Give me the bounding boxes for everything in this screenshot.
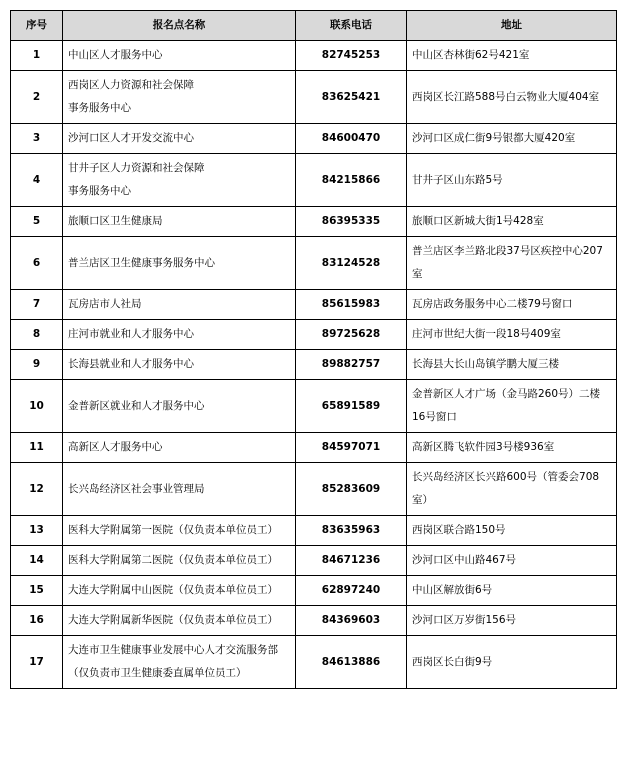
registration-table-wrapper <box>10 10 617 689</box>
row-number: 15 <box>11 576 63 606</box>
registration-point-name: 金普新区就业和人才服务中心 <box>63 380 296 433</box>
address: 金普新区人才广场（金马路260号）二楼16号窗口 <box>407 380 617 433</box>
header-phone: 联系电话 <box>296 11 407 41</box>
header-name: 报名点名称 <box>63 11 296 41</box>
row-number: 17 <box>11 636 63 689</box>
contact-phone: 86395335 <box>296 207 407 237</box>
contact-phone: 85615983 <box>296 290 407 320</box>
contact-phone: 85283609 <box>296 463 407 516</box>
registration-point-name: 医科大学附属第二医院（仅负责本单位员工） <box>63 546 296 576</box>
address: 瓦房店政务服务中心二楼79号窗口 <box>407 290 617 320</box>
registration-point-name: 长兴岛经济区社会事业管理局 <box>63 463 296 516</box>
contact-phone: 84671236 <box>296 546 407 576</box>
address: 西岗区联合路150号 <box>407 516 617 546</box>
address: 沙河口区中山路467号 <box>407 546 617 576</box>
address: 西岗区长江路588号白云物业大厦404室 <box>407 71 617 124</box>
row-number: 14 <box>11 546 63 576</box>
table-row <box>11 41 617 71</box>
contact-phone: 84369603 <box>296 606 407 636</box>
registration-point-name: 旅顺口区卫生健康局 <box>63 207 296 237</box>
table-row <box>11 154 617 207</box>
registration-point-name: 大连市卫生健康事业发展中心人才交流服务部（仅负责市卫生健康委直属单位员工） <box>63 636 296 689</box>
contact-phone: 65891589 <box>296 380 407 433</box>
registration-point-name: 沙河口区人才开发交流中心 <box>63 124 296 154</box>
registration-points-table <box>10 10 617 689</box>
contact-phone: 84613886 <box>296 636 407 689</box>
registration-point-name: 大连大学附属中山医院（仅负责本单位员工） <box>63 576 296 606</box>
contact-phone: 83625421 <box>296 71 407 124</box>
address: 中山区杏林街62号421室 <box>407 41 617 71</box>
contact-phone: 89882757 <box>296 350 407 380</box>
row-number: 1 <box>11 41 63 71</box>
table-row <box>11 636 617 689</box>
row-number: 9 <box>11 350 63 380</box>
contact-phone: 83635963 <box>296 516 407 546</box>
table-row <box>11 290 617 320</box>
registration-point-name: 普兰店区卫生健康事务服务中心 <box>63 237 296 290</box>
address: 长兴岛经济区长兴路600号（管委会708室） <box>407 463 617 516</box>
table-row <box>11 606 617 636</box>
table-row <box>11 380 617 433</box>
table-row <box>11 237 617 290</box>
row-number: 13 <box>11 516 63 546</box>
table-row <box>11 350 617 380</box>
row-number: 5 <box>11 207 63 237</box>
header-address: 地址 <box>407 11 617 41</box>
address: 旅顺口区新城大街1号428室 <box>407 207 617 237</box>
registration-point-name: 长海县就业和人才服务中心 <box>63 350 296 380</box>
row-number: 11 <box>11 433 63 463</box>
registration-point-name: 庄河市就业和人才服务中心 <box>63 320 296 350</box>
contact-phone: 83124528 <box>296 237 407 290</box>
address: 长海县大长山岛镇学鹏大厦三楼 <box>407 350 617 380</box>
registration-point-name: 中山区人才服务中心 <box>63 41 296 71</box>
contact-phone: 84600470 <box>296 124 407 154</box>
registration-point-name: 大连大学附属新华医院（仅负责本单位员工） <box>63 606 296 636</box>
contact-phone: 62897240 <box>296 576 407 606</box>
registration-point-name: 瓦房店市人社局 <box>63 290 296 320</box>
address: 庄河市世纪大街一段18号409室 <box>407 320 617 350</box>
row-number: 8 <box>11 320 63 350</box>
contact-phone: 82745253 <box>296 41 407 71</box>
row-number: 16 <box>11 606 63 636</box>
contact-phone: 89725628 <box>296 320 407 350</box>
address: 西岗区长白街9号 <box>407 636 617 689</box>
address: 高新区腾飞软件园3号楼936室 <box>407 433 617 463</box>
table-row <box>11 320 617 350</box>
address: 普兰店区李兰路北段37号区疾控中心207室 <box>407 237 617 290</box>
address: 沙河口区万岁街156号 <box>407 606 617 636</box>
row-number: 3 <box>11 124 63 154</box>
table-row <box>11 516 617 546</box>
registration-point-name: 高新区人才服务中心 <box>63 433 296 463</box>
row-number: 7 <box>11 290 63 320</box>
row-number: 2 <box>11 71 63 124</box>
table-row <box>11 433 617 463</box>
row-number: 10 <box>11 380 63 433</box>
table-row <box>11 124 617 154</box>
registration-point-name: 西岗区人力资源和社会保障 事务服务中心 <box>63 71 296 124</box>
table-row <box>11 576 617 606</box>
address: 沙河口区成仁街9号银都大厦420室 <box>407 124 617 154</box>
row-number: 6 <box>11 237 63 290</box>
registration-point-name: 医科大学附属第一医院（仅负责本单位员工） <box>63 516 296 546</box>
address: 甘井子区山东路5号 <box>407 154 617 207</box>
table-header-row <box>11 11 617 41</box>
table-row <box>11 207 617 237</box>
address: 中山区解放街6号 <box>407 576 617 606</box>
contact-phone: 84597071 <box>296 433 407 463</box>
contact-phone: 84215866 <box>296 154 407 207</box>
row-number: 12 <box>11 463 63 516</box>
table-row <box>11 71 617 124</box>
table-body <box>11 41 617 689</box>
table-row <box>11 546 617 576</box>
header-number: 序号 <box>11 11 63 41</box>
row-number: 4 <box>11 154 63 207</box>
registration-point-name: 甘井子区人力资源和社会保障 事务服务中心 <box>63 154 296 207</box>
table-row <box>11 463 617 516</box>
